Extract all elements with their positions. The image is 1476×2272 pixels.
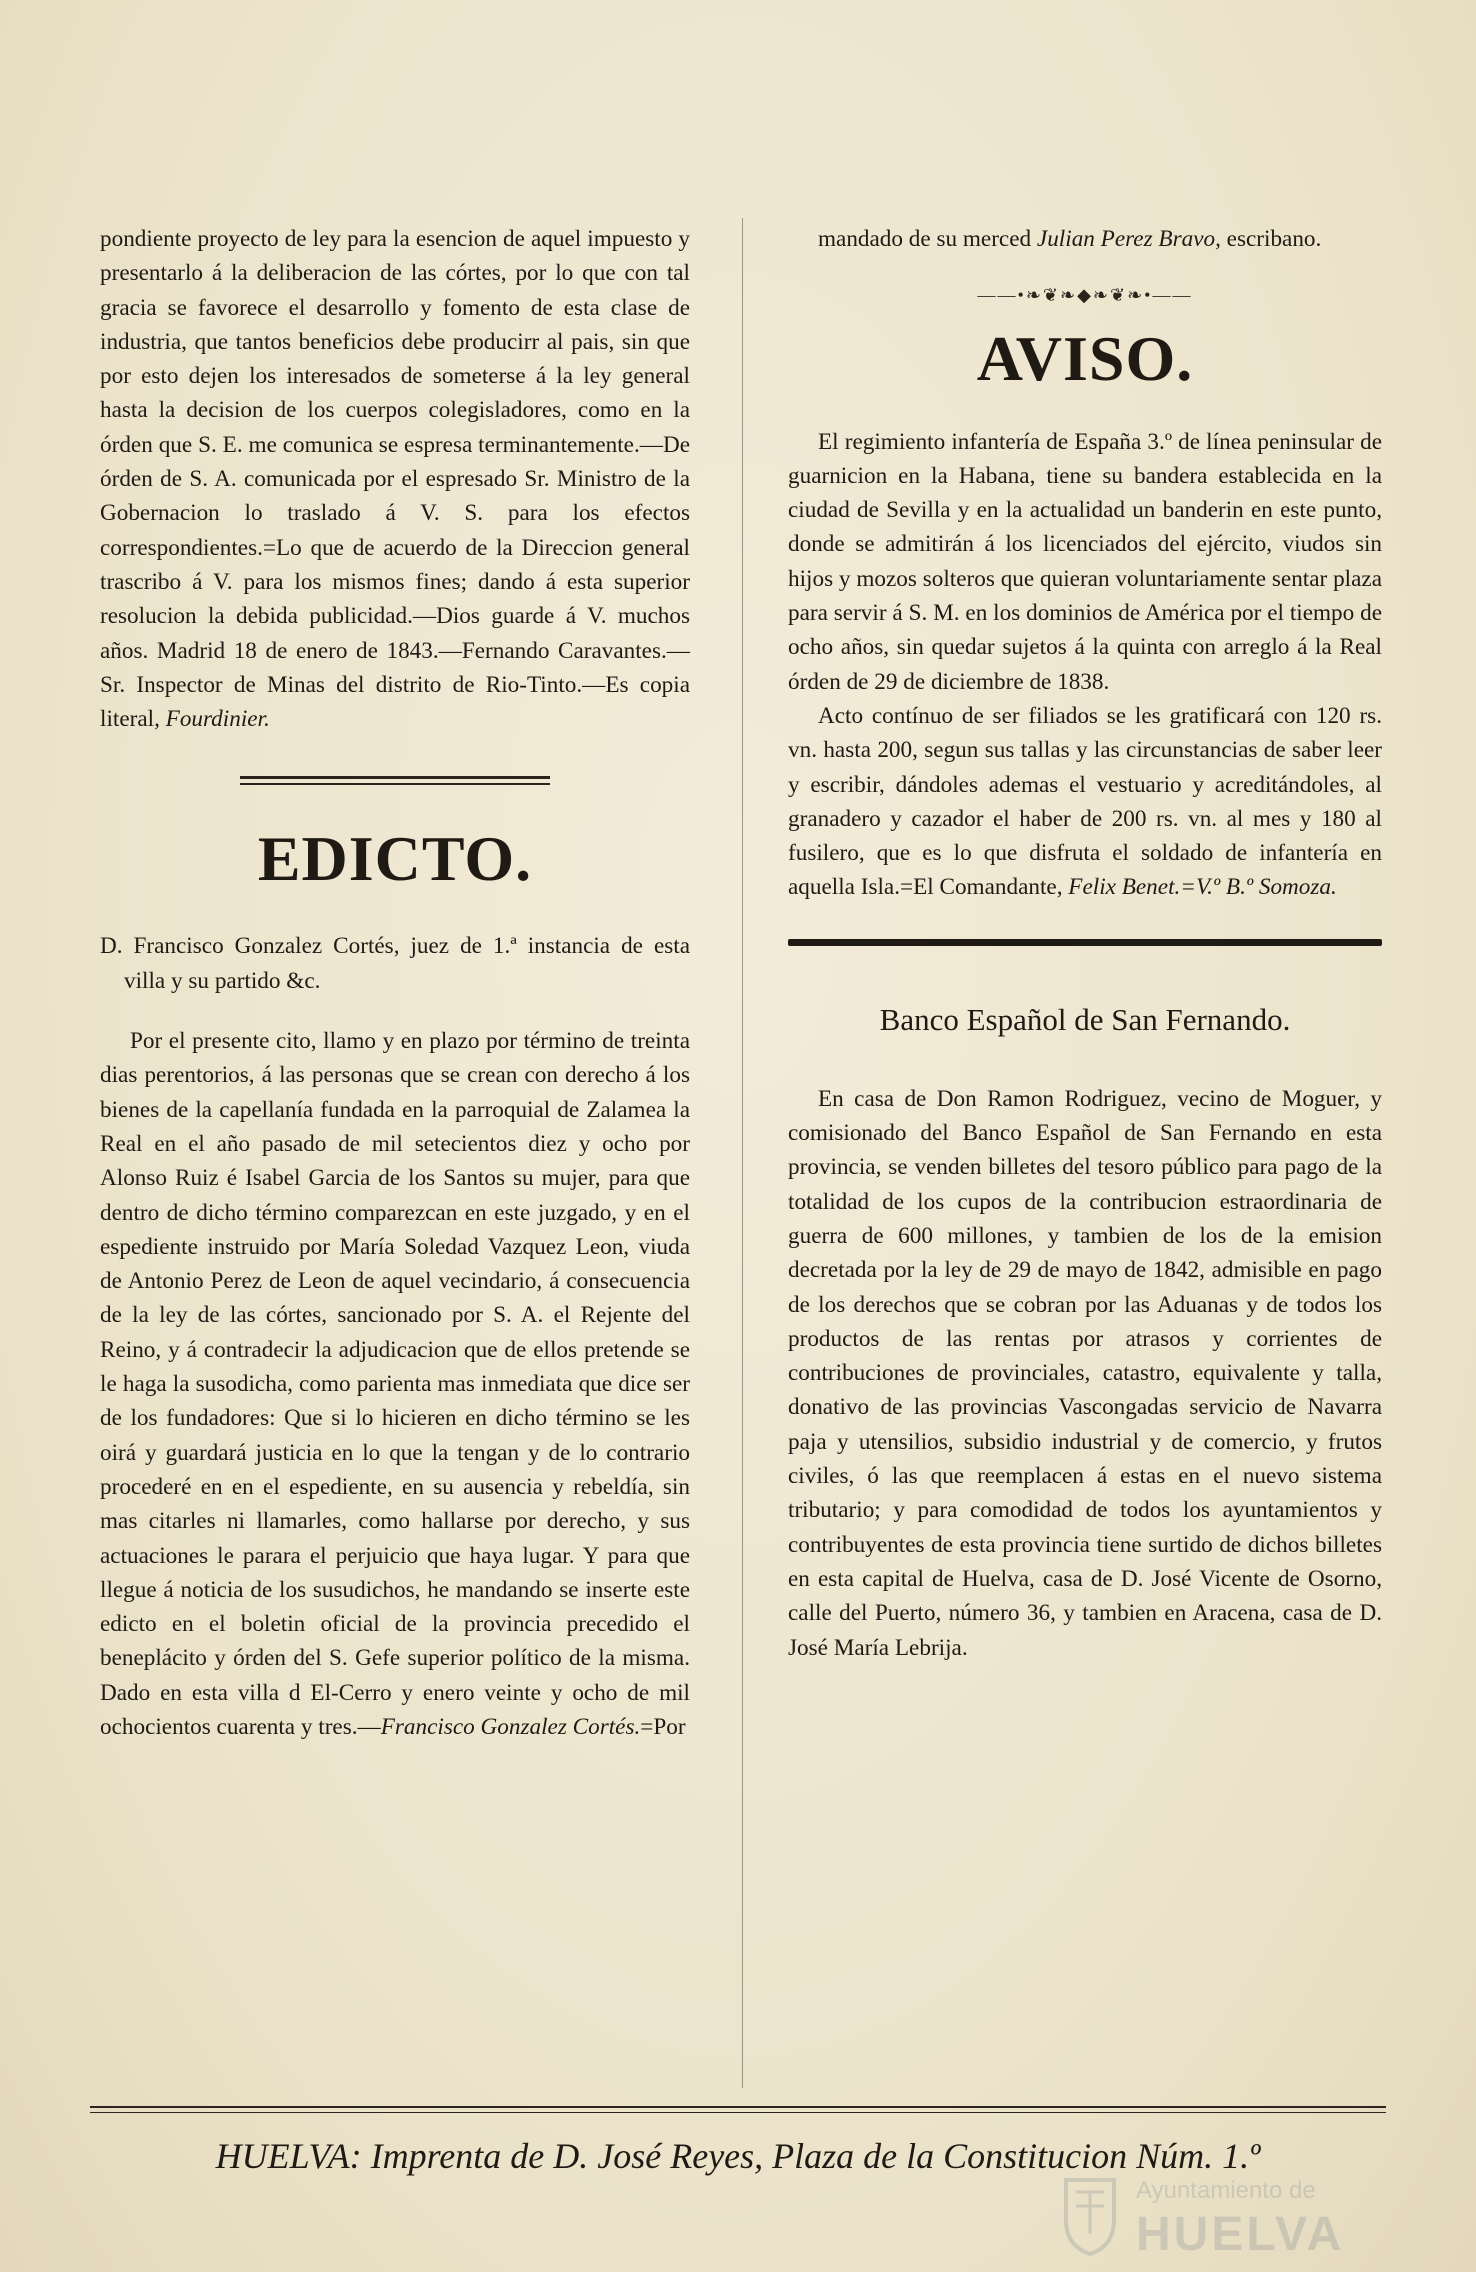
escribano-name: Julian Perez Bravo, bbox=[1036, 226, 1221, 252]
footer-rule bbox=[90, 2106, 1386, 2108]
watermark-line-1: Ayuntamiento de bbox=[1136, 2177, 1316, 2204]
aviso-paragraph-1: El regimiento infantería de España 3.º de línea peninsular de guarnicion en la Habana, tiene su bandera establecida en la ciudad de Sevilla y en la actualidad un banderin en este punto, donde se admitirán á los licenciados del ejército, viudos sin hijos y mozos solteros que quieran voluntariamente sentar plaza para servir á S. M. en los dominios de América por el tiempo de ocho años, sin quedar sujetos á la quinta con arreglo á la Real órden de 29 de diciembre de 1838. bbox=[788, 428, 1382, 695]
column-separator bbox=[742, 218, 743, 2088]
edicto-continuation: mandado de su merced Julian Perez Bravo, escribano. bbox=[818, 226, 1322, 252]
ornament-divider-icon: ——•❧❦❧◆❧❦❧•—— bbox=[977, 285, 1193, 306]
edicto-signature: Francisco Gonzalez Cortés. bbox=[380, 1713, 641, 1740]
watermark-line-2: HUELVA bbox=[1136, 2208, 1345, 2258]
edicto-title: EDICTO. bbox=[257, 823, 533, 895]
continuation-text: pondiente proyecto de ley para la esencion de aquel impuesto y presentarlo á la deliberacion de las córtes, por lo que con tal gracia se favorece el desarrollo y fomento de esta clase de industria, que tantos beneficios debe producirr al pais, sin que por esto dejen los interesados de someterse á la ley general hasta la decision de los cuerpos colegisladores, como en la órden que S. E. me comunica se espresa terminantemente.—De órden de S. A. comunicada por el espresado Sr. Ministro de la Gobernacion lo traslado á V. S. para los efectos correspondientes.=Lo que de acuerdo de la Direccion general trascribo á V. para los mismos fines; dando á esta superior resolucion la debida publicidad.—Dios guarde á V. muchos años. Madrid 18 de enero de 1843.—Fernando Caravantes.—Sr. Inspector de Minas del distrito de Rio-Tinto.—Es copia literal, bbox=[100, 226, 690, 733]
banco-paragraph: En casa de Don Ramon Rodriguez, vecino de Moguer, y comisionado del Banco Español de San Fernando en esta provincia, se venden billetes del tesoro público para pago de la totalidad de los cupos de la contribucion estraordinaria de guerra de 600 millones, y tambien de los de la emision decretada por la ley de 29 de mayo de 1842, admisible en pago de los derechos que se cobran por las Aduanas y de todos los productos de las rentas por atrasos y corrientes de contribuciones de provinciales, catastro, equivalente y talla, donativo de las provincias Vascongadas servicio de Navarra paja y utensilios, subsidio industrial y de comercio, y frutos civiles, ó las que reemplacen á estas en el nuevo sistema tributario; y para comodidad de todos los ayuntamientos y contribuyentes de esta provincia tiene surtido de dichos billetes en esta capital de Huelva, casa de D. José Vicente de Osorno, calle del Puerto, número 36, y tambien en Aracena, casa de D. José María Lebrija. bbox=[788, 1085, 1382, 1661]
city-seal-icon bbox=[1060, 2168, 1400, 2258]
left-column bbox=[100, 222, 690, 1744]
imprint-footer: HUELVA: Imprenta de D. José Reyes, Plaza de la Constitucion Núm. 1.º bbox=[215, 2136, 1261, 2176]
section-divider bbox=[240, 776, 550, 785]
aviso-signature: Felix Benet.=V.º B.º Somoza. bbox=[1068, 874, 1337, 901]
footer-rule-thin bbox=[90, 2112, 1386, 2113]
edicto-body bbox=[100, 1024, 690, 1744]
continuation-signature: Fourdinier. bbox=[165, 706, 270, 733]
aviso-title: AVISO. bbox=[976, 322, 1194, 394]
edicto-intro: D. Francisco Gonzalez Cortés, juez de 1.ª instancia de esta villa y su partido &c. bbox=[100, 933, 690, 994]
edicto-tail: =Por bbox=[640, 1713, 686, 1740]
continuation-paragraph bbox=[100, 222, 690, 736]
aviso-paragraph-2: Acto contínuo de ser filiados se les gratificará con 120 rs. vn. hasta 200, segun sus tallas y las circunstancias de saber leer y escribir, dándoles ademas el vestuario y acreditándoles, al granadero y cazador el haber de 200 rs. vn. al mes y 180 al fusilero, que es lo que disfruta el soldado de infantería en aquella Isla.=El Comandante, Felix Benet.=V.º B.º Somoza. bbox=[788, 702, 1382, 901]
section-divider-thick bbox=[788, 939, 1382, 946]
banco-title: Banco Español de San Fernando. bbox=[879, 1001, 1291, 1037]
right-column bbox=[788, 222, 1382, 1665]
edicto-body-text: Por el presente cito, llamo y en plazo por término de treinta dias perentorios, á las personas que se crean con derecho á los bienes de la capellanía fundada en la parroquial de Zalamea la Real en el año pasado de mil setecientos diez y ocho por Alonso Ruiz é Isabel Garcia de los Santos su mujer, para que dentro de dicho término comparezcan en este juzgado, y en el espediente instruido por María Soledad Vazquez Leon, viuda de Antonio Perez de Leon de aquel vecindario, á consecuencia de la ley de las córtes, sancionado por S. A. el Rejente del Reino, y á contradecir la adjudicacion que de ellos pretende se le haga la susodicha, como parienta mas inmediata que dice ser de los fundadores: Que si lo hicieren en dicho término se les oirá y guardará justicia en lo que la tengan y de lo contrario procederé en en el espediente, en su ausencia y rebeldía, sin mas citarles ni llamarles, como hallarse por derecho, y sus actuaciones le parara el perjuicio que haya lugar. Y para que llegue á noticia de los susudichos, he mandando se inserte este edicto en el boletin oficial de la provincia precedido el beneplácito y órden del S. Gefe superior político de la misma. Dado en esta villa d El-Cerro y enero veinte y ocho de mil ochocientos cuarenta y tres.— bbox=[100, 1028, 690, 1740]
